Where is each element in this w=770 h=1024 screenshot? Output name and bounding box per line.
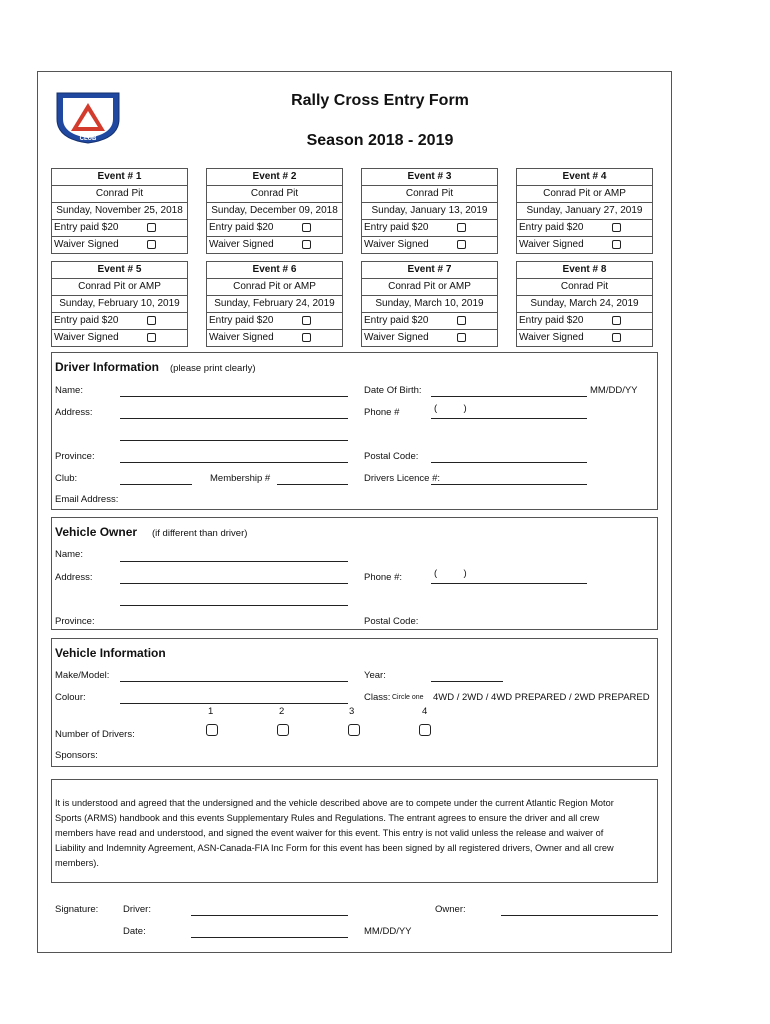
event-waiver-signed-row [517,330,652,346]
logo-club-text: CLUB [79,136,97,142]
event-entry-paid: Entry paid $20 [519,315,584,326]
form-title: Rally Cross Entry Form [291,92,469,109]
event-box-4 [516,168,653,254]
event-waiver-signed-row [517,237,652,253]
event-location-row [52,186,187,203]
event-title: Event # 1 [97,171,142,182]
event-location-row [517,186,652,203]
event-date-row [517,203,652,220]
event-title: Event # 8 [562,264,607,275]
vehicle-year-label: Year: [364,670,386,681]
event-title-row [362,262,497,279]
signature-date-field[interactable] [191,937,348,938]
event-waiver-signed: Waiver Signed [364,239,429,250]
event-entry-paid-row [207,220,342,237]
event-entry-paid: Entry paid $20 [54,315,119,326]
sponsors-label: Sponsors: [55,750,98,761]
driver-info-title: Driver Information [55,360,160,374]
event-date: Sunday, February 24, 2019 [214,298,335,309]
drivers-number-3: 3 [349,706,355,717]
waiver-signed-checkbox[interactable] [612,333,621,342]
owner-signature-field[interactable] [501,915,658,916]
vehicle-class-label: Class: [364,692,391,703]
event-location-row [362,186,497,203]
waiver-signed-checkbox[interactable] [457,240,466,249]
vehicle-class-options[interactable]: 4WD / 2WD / 4WD PREPARED / 2WD PREPARED [433,692,650,703]
driver-name-field[interactable] [120,396,348,397]
event-location-row [207,186,342,203]
drivers-checkbox-4[interactable] [419,724,431,736]
event-waiver-signed-row [207,237,342,253]
event-title-row [517,262,652,279]
driver-province-label: Province: [55,451,95,462]
entry-paid-checkbox[interactable] [147,316,156,325]
signature-owner-label: Owner: [435,904,466,915]
event-location: Conrad Pit or AMP [543,188,626,199]
driver-membership-field[interactable] [277,484,348,485]
vehicle-year-field[interactable] [431,681,503,682]
vehicle-make-field[interactable] [120,681,348,682]
event-title: Event # 7 [407,264,452,275]
season-title: Season 2018 - 2019 [306,132,454,149]
owner-address-label: Address: [55,572,93,583]
driver-club-field[interactable] [120,484,192,485]
event-location-row [362,279,497,296]
event-waiver-signed: Waiver Signed [519,332,584,343]
vehicle-owner-section [51,517,658,630]
event-waiver-signed: Waiver Signed [209,332,274,343]
event-box-6 [206,261,343,347]
event-location: Conrad Pit or AMP [233,281,316,292]
event-location-row [207,279,342,296]
event-date: Sunday, December 09, 2018 [211,205,338,216]
event-title-row [207,262,342,279]
waiver-signed-checkbox[interactable] [457,333,466,342]
event-entry-paid-row [517,220,652,237]
driver-dob-field[interactable] [431,396,587,397]
event-entry-paid: Entry paid $20 [209,222,274,233]
event-entry-paid: Entry paid $20 [209,315,274,326]
driver-dob-label: Date Of Birth: [364,385,422,396]
owner-address-field-2[interactable] [120,605,348,606]
driver-address-field-2[interactable] [120,440,348,441]
event-date-row [517,296,652,313]
event-title-row [207,169,342,186]
driver-email-label: Email Address: [55,494,119,505]
event-box-1 [51,168,188,254]
signature-driver-label: Driver: [123,904,151,915]
event-entry-paid-row [362,313,497,330]
driver-signature-field[interactable] [191,915,348,916]
owner-postal-label: Postal Code: [364,616,419,627]
event-entry-paid-row [362,220,497,237]
owner-name-label: Name: [55,549,83,560]
event-location-row [52,279,187,296]
waiver-signed-checkbox[interactable] [302,240,311,249]
owner-address-field[interactable] [120,583,348,584]
event-date: Sunday, March 10, 2019 [375,298,484,309]
event-entry-paid-row [207,313,342,330]
vehicle-class-circle-one: Circle one [392,694,424,701]
event-waiver-signed-row [52,237,187,253]
owner-phone-label: Phone #: [364,572,403,583]
event-entry-paid-row [52,313,187,330]
waiver-signed-checkbox[interactable] [612,240,621,249]
event-date: Sunday, February 10, 2019 [59,298,180,309]
event-waiver-signed: Waiver Signed [364,332,429,343]
vehicle-owner-note: (if different than driver) [152,528,248,539]
event-entry-paid: Entry paid $20 [364,315,429,326]
drivers-number-1: 1 [208,706,214,717]
event-waiver-signed: Waiver Signed [54,332,119,343]
signature-date-format: MM/DD/YY [364,926,412,937]
event-waiver-signed-row [362,237,497,253]
event-location: Conrad Pit [405,188,454,199]
driver-postal-field[interactable] [431,462,587,463]
driver-licence-label: Drivers Licence #: [364,473,441,484]
vehicle-info-title: Vehicle Information [55,646,166,660]
vehicle-owner-title: Vehicle Owner [55,525,138,539]
event-location-row [517,279,652,296]
event-box-8 [516,261,653,347]
event-title-row [52,169,187,186]
entry-paid-checkbox[interactable] [457,316,466,325]
event-box-2 [206,168,343,254]
event-box-5 [51,261,188,347]
event-box-3 [361,168,498,254]
driver-name-label: Name: [55,385,83,396]
event-date: Sunday, January 13, 2019 [371,205,488,216]
entry-paid-checkbox[interactable] [302,223,311,232]
entry-paid-checkbox[interactable] [147,223,156,232]
event-date-row [52,203,187,220]
event-date-row [362,296,497,313]
event-location: Conrad Pit or AMP [78,281,161,292]
entry-paid-checkbox[interactable] [612,223,621,232]
entry-paid-checkbox[interactable] [612,316,621,325]
event-location: Conrad Pit [95,188,144,199]
event-location: Conrad Pit [250,188,299,199]
event-entry-paid: Entry paid $20 [364,222,429,233]
event-entry-paid: Entry paid $20 [54,222,119,233]
event-waiver-signed: Waiver Signed [54,239,119,250]
event-entry-paid: Entry paid $20 [519,222,584,233]
owner-province-label: Province: [55,616,95,627]
driver-info-note: (please print clearly) [170,363,256,374]
driver-postal-label: Postal Code: [364,451,419,462]
owner-name-field[interactable] [120,561,348,562]
driver-club-label: Club: [55,473,78,484]
event-date: Sunday, November 25, 2018 [56,205,183,216]
event-waiver-signed: Waiver Signed [519,239,584,250]
driver-info-section [51,352,658,510]
event-title: Event # 3 [407,171,452,182]
event-title: Event # 6 [252,264,297,275]
drivers-number-2: 2 [279,706,285,717]
event-entry-paid-row [52,220,187,237]
drivers-checkbox-2[interactable] [277,724,289,736]
signature-date-label: Date: [123,926,146,937]
event-waiver-signed-row [52,330,187,346]
vehicle-colour-label: Colour: [55,692,86,703]
event-title-row [517,169,652,186]
drivers-checkbox-1[interactable] [206,724,218,736]
event-date: Sunday, March 24, 2019 [530,298,639,309]
entry-paid-checkbox[interactable] [302,316,311,325]
driver-phone-field[interactable] [431,418,587,419]
driver-phone-parens: ( ) [434,403,467,414]
waiver-signed-checkbox[interactable] [147,333,156,342]
event-date-row [362,203,497,220]
driver-licence-field[interactable] [431,484,587,485]
drivers-number-4: 4 [422,706,428,717]
agreement-text: It is understood and agreed that the undersigned and the vehicle described above are to compete under the current Atlantic Region Motor Sports (ARMS) handbook and this events Supplementary Rules and Regulations. The entrant agrees to ensure the driver and all crew members have read and understood, and signed the event waiver for this event. This entry is not valid unless the release and waiver of Liability and Indemnity Agreement, ASN-Canada-FIA Inc Form for this event has been signed by all registered drivers, Owner and all crew members). [55,798,614,868]
event-waiver-signed-row [207,330,342,346]
event-title-row [52,262,187,279]
signature-label: Signature: [55,904,99,915]
event-waiver-signed-row [362,330,497,346]
owner-phone-field[interactable] [431,583,587,584]
num-drivers-label: Number of Drivers: [55,729,135,740]
event-title: Event # 5 [97,264,142,275]
owner-phone-parens: ( ) [434,568,467,579]
event-date-row [207,203,342,220]
drivers-checkbox-3[interactable] [348,724,360,736]
club-logo [53,89,123,145]
event-title-row [362,169,497,186]
driver-address-label: Address: [55,407,93,418]
entry-paid-checkbox[interactable] [457,223,466,232]
event-box-7 [361,261,498,347]
waiver-signed-checkbox[interactable] [302,333,311,342]
event-waiver-signed: Waiver Signed [209,239,274,250]
event-entry-paid-row [517,313,652,330]
vehicle-make-label: Make/Model: [55,670,110,681]
vehicle-colour-field[interactable] [120,703,348,704]
event-title: Event # 4 [562,171,607,182]
driver-dob-format: MM/DD/YY [590,385,638,396]
event-date-row [52,296,187,313]
driver-membership-label: Membership # [210,473,271,484]
event-location: Conrad Pit or AMP [388,281,471,292]
driver-phone-label: Phone # [364,407,400,418]
waiver-signed-checkbox[interactable] [147,240,156,249]
event-date-row [207,296,342,313]
driver-province-field[interactable] [120,462,348,463]
event-title: Event # 2 [252,171,297,182]
driver-address-field[interactable] [120,418,348,419]
event-date: Sunday, January 27, 2019 [526,205,643,216]
event-location: Conrad Pit [560,281,609,292]
